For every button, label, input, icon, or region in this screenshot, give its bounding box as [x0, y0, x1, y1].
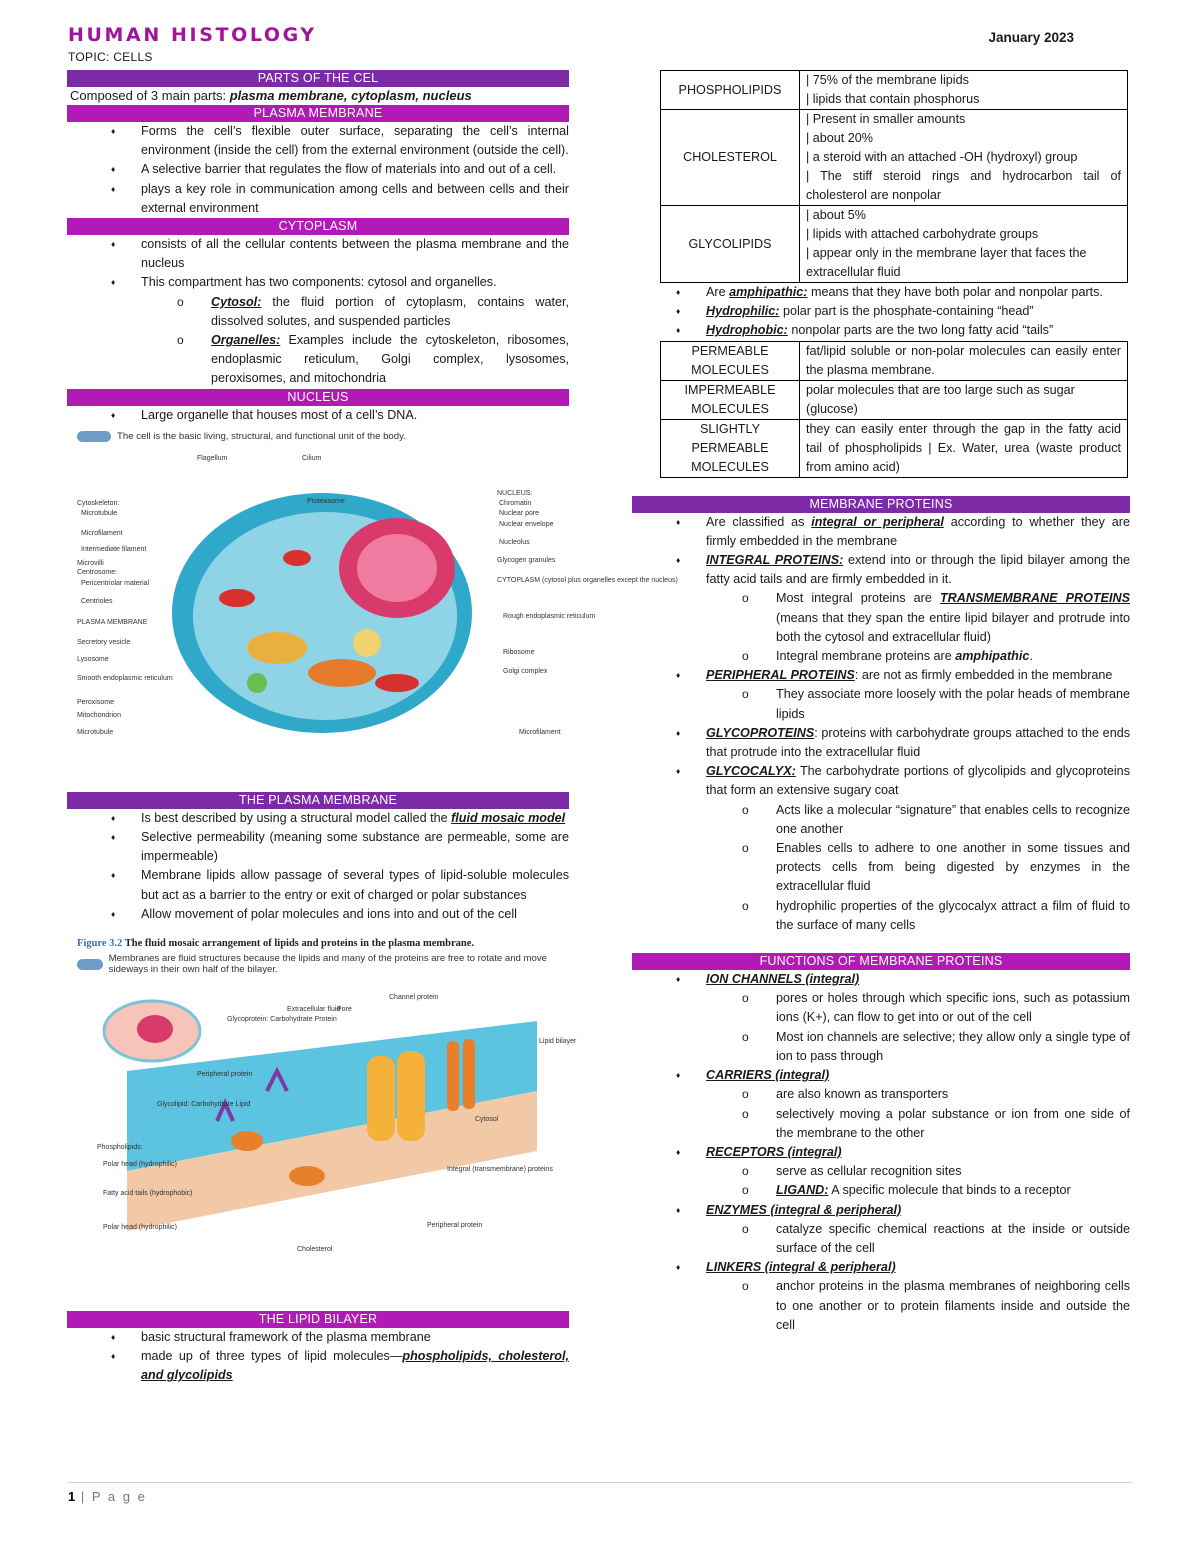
- list-item: ♦ Are classified as integral or peripheral according to whether they are firmly embedded in the membrane: [632, 513, 1130, 551]
- sub-item: o Acts like a molecular “signature” that enables cells to recognize one another: [706, 801, 1130, 839]
- svg-text:Nuclear envelope: Nuclear envelope: [499, 520, 554, 528]
- figure-caption: Membranes are fluid structures because the lipids and many of the proteins are free to rotate and move sideways in their own half of the bilayer.: [77, 953, 569, 975]
- svg-text:Ribosome: Ribosome: [503, 648, 535, 656]
- sub-item: o Most ion channels are selective; they allow only a single type of ion to pass through: [706, 1028, 1130, 1066]
- svg-text:Centrosome:: Centrosome:: [77, 568, 118, 576]
- sub-item: o LIGAND: A specific molecule that binds to a receptor: [706, 1181, 1130, 1200]
- svg-text:Rough endoplasmic reticulum: Rough endoplasmic reticulum: [503, 612, 596, 620]
- svg-text:Microfilament: Microfilament: [519, 728, 561, 736]
- svg-text:Microvilli: Microvilli: [77, 559, 104, 567]
- plasma-membrane-list: [67, 122, 569, 218]
- svg-text:Proteasome: Proteasome: [307, 497, 345, 505]
- footer-divider: [68, 1482, 1132, 1483]
- svg-text:Peripheral protein: Peripheral protein: [197, 1071, 253, 1079]
- list-item: ♦ Allow movement of polar molecules and ions into and out of the cell: [67, 905, 569, 924]
- topic-label: TOPIC: CELLS: [68, 50, 153, 64]
- list-item: ♦ GLYCOCALYX: The carbohydrate portions of glycolipids and glycoproteins that form an extensive sugary coat: [632, 762, 1130, 800]
- svg-text:Lysosome: Lysosome: [77, 655, 109, 663]
- section-bar-lipid-bilayer: THE LIPID BILAYER: [67, 1311, 569, 1328]
- list-item: ♦ RECEPTORS (integral): [632, 1143, 1130, 1162]
- document-date: January 2023: [988, 30, 1074, 45]
- svg-text:Fatty acid tails (hydrophobic): Fatty acid tails (hydrophobic): [103, 1190, 193, 1198]
- figure-caption: The cell is the basic living, structural, and functional unit of the body.: [77, 431, 569, 442]
- svg-text:Extracellular fluid: Extracellular fluid: [287, 1006, 341, 1014]
- page-footer: 1 | P a g e: [68, 1489, 147, 1504]
- svg-text:Mitochondrion: Mitochondrion: [77, 711, 121, 719]
- sub-item: o serve as cellular recognition sites: [706, 1162, 1130, 1181]
- list-item: ♦ Forms the cell’s flexible outer surface, separating the cell’s internal environment (inside the cell) from the external environment (outside the cell).: [67, 122, 569, 160]
- list-item: ♦ made up of three types of lipid molecules—phospholipids, cholesterol, and glycolipids: [67, 1347, 569, 1385]
- list-item: ♦ Large organelle that houses most of a cell’s DNA.: [67, 406, 569, 425]
- svg-text:Intermediate filament: Intermediate filament: [81, 545, 147, 553]
- list-item: ♦ Hydrophobic: nonpolar parts are the two long fatty acid “tails”: [632, 321, 1130, 340]
- table-row: IMPERMEABLE MOLECULES polar molecules that are too large such as sugar (glucose): [661, 380, 1128, 419]
- list-item: ♦ PERIPHERAL PROTEINS: are not as firmly embedded in the membrane: [632, 666, 1130, 685]
- list-item: ♦ basic structural framework of the plasma membrane: [67, 1328, 569, 1347]
- svg-text:Peripheral protein: Peripheral protein: [427, 1222, 483, 1230]
- amphipathic-list: [632, 283, 1130, 341]
- membrane-diagram: [67, 981, 577, 1281]
- sub-item: o anchor proteins in the plasma membranes of neighboring cells to one another or to protein filaments inside and outside the cell: [706, 1277, 1130, 1335]
- svg-text:PLASMA MEMBRANE: PLASMA MEMBRANE: [77, 618, 148, 626]
- list-item: ♦ ION CHANNELS (integral): [632, 970, 1130, 989]
- svg-text:Cytosol: Cytosol: [475, 1116, 499, 1124]
- membrane-proteins-list: [632, 513, 1130, 590]
- svg-text:Microtubule: Microtubule: [81, 509, 118, 517]
- svg-text:Polar head (hydrophilic): Polar head (hydrophilic): [103, 1224, 177, 1232]
- sub-item: o Most integral proteins are TRANSMEMBRANE PROTEINS (means that they span the entire lipid bilayer and protrude into both the cytosol and extracellular fluid): [706, 589, 1130, 647]
- svg-text:Glycoprotein: Carbohydrate Pro: Glycoprotein: Carbohydrate Protein: [227, 1016, 337, 1024]
- sub-item: o hydrophilic properties of the glycocalyx attract a film of fluid to the surface of many cells: [706, 897, 1130, 935]
- svg-text:Phospholipids:: Phospholipids:: [97, 1144, 143, 1152]
- table-row: GLYCOLIPIDS | about 5% | lipids with attached carbohydrate groups | appear only in the membrane layer that faces the extracellular fluid: [661, 206, 1128, 283]
- svg-text:Glycogen granules: Glycogen granules: [497, 556, 556, 564]
- svg-text:Microtubule: Microtubule: [77, 728, 114, 736]
- svg-text:Nucleolus: Nucleolus: [499, 538, 530, 546]
- cytoplasm-sublist: [67, 293, 569, 389]
- svg-text:Cilium: Cilium: [302, 454, 322, 462]
- list-item: ♦ Membrane lipids allow passage of several types of lipid-soluble molecules but act as a barrier to the entry or exit of charged or polar substances: [67, 866, 569, 904]
- list-item: ♦ This compartment has two components: cytosol and organelles.: [67, 273, 569, 292]
- list-item: ♦ Are amphipathic: means that they have both polar and nonpolar parts.: [632, 283, 1130, 302]
- section-bar-cytoplasm: CYTOPLASM: [67, 218, 569, 235]
- list-item: ♦ CARRIERS (integral): [632, 1066, 1130, 1085]
- sub-item: o They associate more loosely with the polar heads of membrane lipids: [706, 685, 1130, 723]
- sub-item: o selectively moving a polar substance or ion from one side of the membrane to the other: [706, 1105, 1130, 1143]
- svg-text:Peroxisome: Peroxisome: [77, 698, 114, 706]
- figure-badge-icon: [77, 431, 111, 442]
- sub-item: o are also known as transporters: [706, 1085, 1130, 1104]
- section-bar-nucleus: NUCLEUS: [67, 389, 569, 406]
- table-row: CHOLESTEROL | Present in smaller amounts | about 20% | a steroid with an attached -OH (hydroxyl) group | The stiff steroid rings and hydrocarbon tail of cholesterol are nonpolar: [661, 110, 1128, 206]
- svg-text:Integral (transmembrane) prote: Integral (transmembrane) proteins: [447, 1166, 553, 1174]
- the-plasma-membrane-list: [67, 809, 569, 924]
- sub-item: o Integral membrane proteins are amphipathic.: [706, 647, 1130, 666]
- list-item: ♦ LINKERS (integral & peripheral): [632, 1258, 1130, 1277]
- permeability-table: [660, 341, 1128, 478]
- svg-text:CYTOPLASM (cytosol plus organe: CYTOPLASM (cytosol plus organelles except the nucleus): [497, 576, 678, 584]
- list-item: ♦ INTEGRAL PROTEINS: extend into or through the lipid bilayer among the fatty acid tails and are firmly embedded in it.: [632, 551, 1130, 589]
- document-title: HUMAN HISTOLOGY: [68, 24, 317, 46]
- svg-text:Pore: Pore: [337, 1006, 352, 1014]
- composed-line: Composed of 3 main parts: plasma membrane, cytoplasm, nucleus: [70, 88, 472, 103]
- section-bar-parts: PARTS OF THE CEL: [67, 70, 569, 87]
- sub-item: o Organelles: Examples include the cytoskeleton, ribosomes, endoplasmic reticulum, Golgi complex, lysosomes, peroxisomes, and mitochondria: [141, 331, 569, 389]
- mitochondrion-shape: [219, 589, 255, 607]
- svg-text:Glycolipid: Carbohydrate Lipid: Glycolipid: Carbohydrate Lipid: [157, 1101, 251, 1109]
- section-bar-membrane-proteins: MEMBRANE PROTEINS: [632, 496, 1130, 513]
- figure-badge-icon: [77, 959, 103, 970]
- table-row: PERMEABLE MOLECULES fat/lipid soluble or non-polar molecules can easily enter the plasma membrane.: [661, 341, 1128, 380]
- cell-diagram: [67, 448, 678, 748]
- svg-text:Microfilament: Microfilament: [81, 529, 123, 537]
- svg-text:Secretory vesicle: Secretory vesicle: [77, 638, 131, 646]
- list-item: ♦ consists of all the cellular contents between the plasma membrane and the nucleus: [67, 235, 569, 273]
- list-item: ♦ Selective permeability (meaning some substance are permeable, some are impermeable): [67, 828, 569, 866]
- svg-text:Chromatin: Chromatin: [499, 499, 532, 507]
- lipid-bilayer-list: [67, 1328, 569, 1386]
- cytoplasm-list: [67, 235, 569, 293]
- svg-text:Channel protein: Channel protein: [389, 994, 439, 1002]
- table-row: SLIGHTLY PERMEABLE MOLECULES they can easily enter through the gap in the fatty acid tail of phospholipids | Ex. Water, urea (waste product from amino acid): [661, 419, 1128, 477]
- section-bar-the-plasma-membrane: THE PLASMA MEMBRANE: [67, 792, 569, 809]
- right-column: [632, 70, 1130, 1335]
- sub-item: o catalyze specific chemical reactions at the inside or outside surface of the cell: [706, 1220, 1130, 1258]
- list-item: ♦ GLYCOPROTEINS: proteins with carbohydrate groups attached to the ends that protrude into the extracellular fluid: [632, 724, 1130, 762]
- svg-text:Cholesterol: Cholesterol: [297, 1246, 333, 1254]
- svg-text:Golgi complex: Golgi complex: [503, 667, 548, 675]
- figure-title: Figure 3.2 The fluid mosaic arrangement of lipids and proteins in the plasma membrane.: [77, 938, 474, 950]
- list-item: ♦ A selective barrier that regulates the flow of materials into and out of a cell.: [67, 160, 569, 179]
- list-item: ♦ ENZYMES (integral & peripheral): [632, 1201, 1130, 1220]
- sub-item: o Cytosol: the fluid portion of cytoplasm, contains water, dissolved solutes, and suspended particles: [141, 293, 569, 331]
- svg-text:Cytoskeleton:: Cytoskeleton:: [77, 499, 120, 507]
- sub-item: o pores or holes through which specific ions, such as potassium ions (K+), can flow to get into or out of the cell: [706, 989, 1130, 1027]
- list-item: ♦ plays a key role in communication among cells and between cells and their external environment: [67, 180, 569, 218]
- svg-text:Centrioles: Centrioles: [81, 597, 113, 605]
- lipid-types-table: [660, 70, 1128, 283]
- svg-text:Flagellum: Flagellum: [197, 454, 228, 462]
- left-column: [67, 70, 678, 1386]
- golgi-shape: [247, 632, 307, 664]
- svg-text:Smooth endoplasmic reticulum: Smooth endoplasmic reticulum: [77, 674, 173, 682]
- channel-protein-shape: [367, 1056, 395, 1141]
- list-item: ♦ Hydrophilic: polar part is the phosphate-containing “head”: [632, 302, 1130, 321]
- nucleus-list: [67, 406, 569, 425]
- section-bar-plasma-membrane: PLASMA MEMBRANE: [67, 105, 569, 122]
- section-bar-functions: FUNCTIONS OF MEMBRANE PROTEINS: [632, 953, 1130, 970]
- svg-text:Polar head (hydrophilic): Polar head (hydrophilic): [103, 1161, 177, 1169]
- svg-text:Lipid bilayer: Lipid bilayer: [539, 1038, 577, 1046]
- svg-text:Pericentriolar material: Pericentriolar material: [81, 579, 150, 587]
- svg-text:Nuclear pore: Nuclear pore: [499, 509, 540, 517]
- table-row: PHOSPHOLIPIDS | 75% of the membrane lipids | lipids that contain phosphorus: [661, 71, 1128, 110]
- sub-item: o Enables cells to adhere to one another in some tissues and protects cells from being digested by enzymes in the extracellular fluid: [706, 839, 1130, 897]
- list-item: ♦ Is best described by using a structural model called the fluid mosaic model: [67, 809, 569, 828]
- svg-text:NUCLEUS:: NUCLEUS:: [497, 489, 533, 497]
